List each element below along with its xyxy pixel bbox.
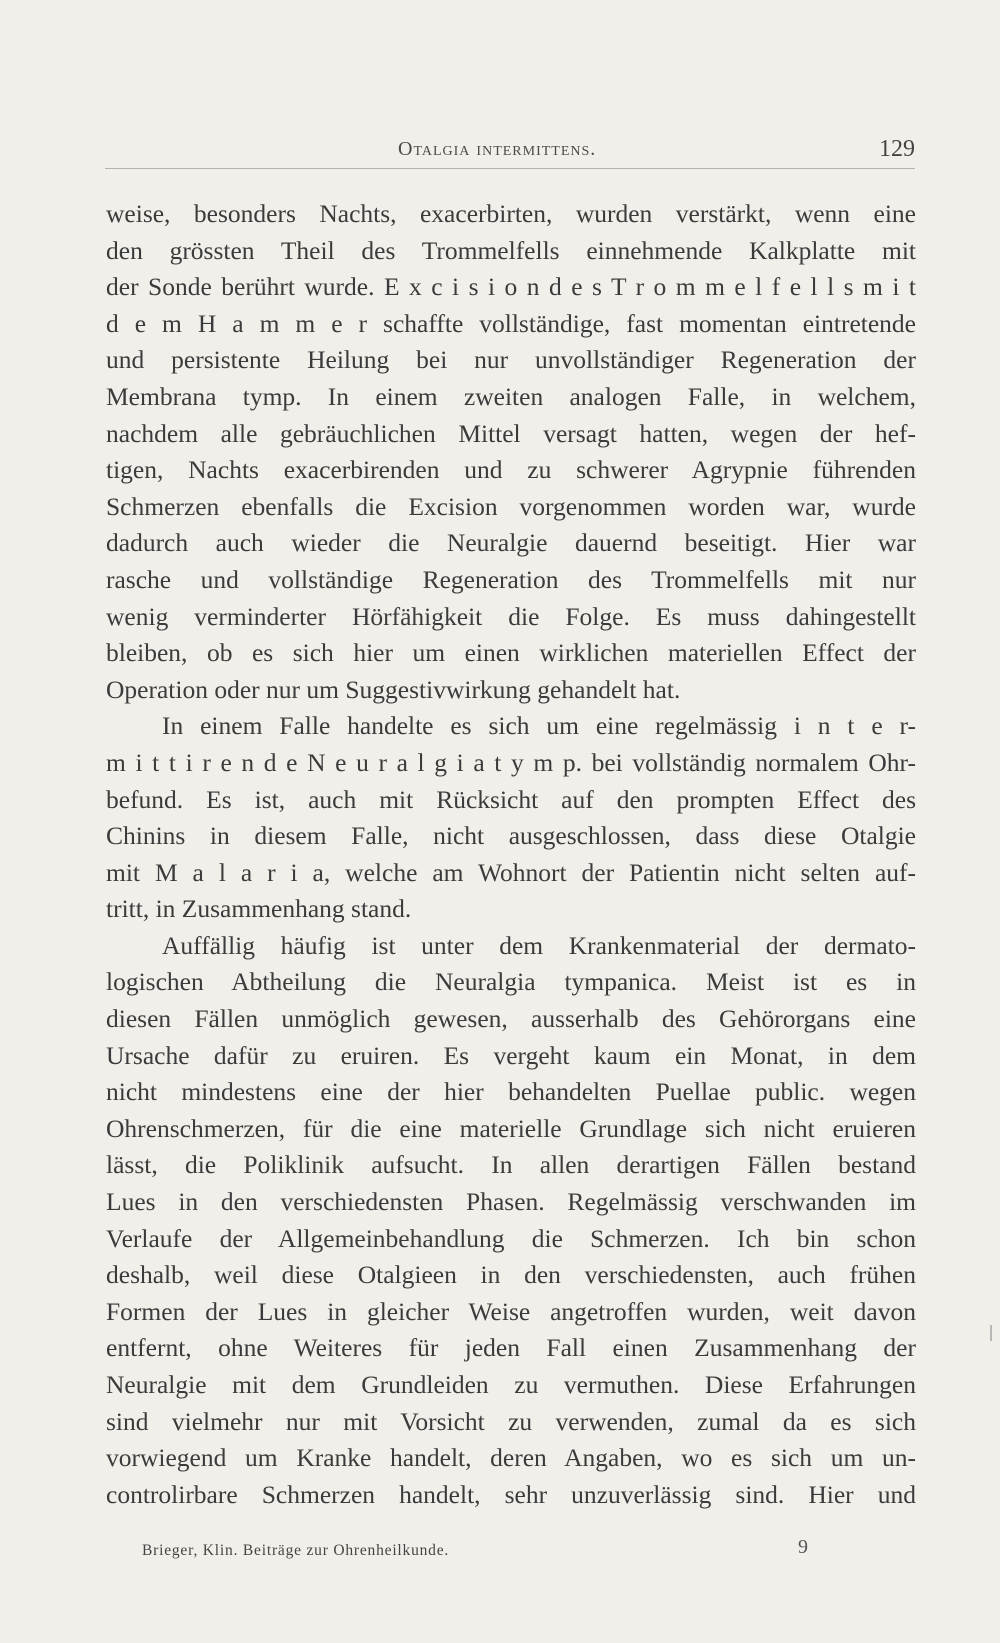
text-line: wenig verminderter Hörfähigkeit die Folge. Es muss dahingestellt bbox=[106, 601, 916, 631]
text-line: Chinins in diesem Falle, nicht ausgeschlossen, dass diese Otalgie bbox=[106, 821, 916, 851]
running-title: Otalgia intermittens. bbox=[398, 138, 597, 160]
text-line: diesen Fällen unmöglich gewesen, ausserhalb des Gehörorgans eine bbox=[106, 1004, 916, 1034]
text-line: Ursache dafür zu eruiren. Es vergeht kaum ein Monat, in dem bbox=[106, 1040, 916, 1070]
text-line: vorwiegend um Kranke handelt, deren Angaben, wo es sich um un- bbox=[106, 1443, 916, 1473]
text-line: mit M a l a r i a, welche am Wohnort der Patientin nicht selten auf- bbox=[106, 857, 916, 887]
text-line: Lues in den verschiedensten Phasen. Regelmässig verschwanden im bbox=[106, 1187, 916, 1217]
footnote-source: Brieger, Klin. Beiträge zur Ohrenheilkunde. bbox=[142, 1542, 450, 1559]
page-number: 129 bbox=[879, 136, 915, 162]
text-line: nicht mindestens eine der hier behandelten Puellae public. wegen bbox=[106, 1077, 916, 1107]
text-line: m i t t i r e n d e N e u r a l g i a t y m p. bei vollständig normalem Ohr- bbox=[106, 747, 916, 777]
text-line: Ohrenschmerzen, für die eine materielle Grundlage sich nicht eruieren bbox=[106, 1113, 916, 1143]
text-line: deshalb, weil diese Otalgieen in den verschiedensten, auch frühen bbox=[106, 1260, 916, 1290]
text-line: d e m H a m m e r schaffte vollständige, fast momentan eintretende bbox=[106, 308, 916, 338]
text-line: nachdem alle gebräuchlichen Mittel versagt hatten, wegen der hef- bbox=[106, 418, 916, 448]
header-rule bbox=[105, 168, 915, 169]
text-line: tritt, in Zusammenhang stand. bbox=[106, 894, 412, 924]
text-line: Neuralgie mit dem Grundleiden zu vermuthen. Diese Erfahrungen bbox=[106, 1370, 916, 1399]
text-line: den grössten Theil des Trommelfells einnehmende Kalkplatte mit bbox=[106, 235, 916, 265]
text-line: Membrana tymp. In einem zweiten analogen Falle, in welchem, bbox=[106, 381, 916, 411]
text-line: Verlaufe der Allgemeinbehandlung die Schmerzen. Ich bin schon bbox=[106, 1223, 916, 1253]
text-line: Operation oder nur um Suggestivwirkung gehandelt hat. bbox=[106, 674, 681, 704]
text-line: logischen Abtheilung die Neuralgia tympanica. Meist ist es in bbox=[106, 967, 916, 997]
margin-mark bbox=[990, 1325, 992, 1341]
running-head bbox=[105, 138, 915, 168]
text-line: controlirbare Schmerzen handelt, sehr unzuverlässig sind. Hier und bbox=[106, 1479, 916, 1509]
body-text bbox=[106, 196, 916, 1513]
text-line: sind vielmehr nur mit Vorsicht zu verwenden, zumal da es sich bbox=[106, 1406, 916, 1436]
text-line: dadurch auch wieder die Neuralgie dauernd beseitigt. Hier war bbox=[106, 528, 916, 558]
text-line: rasche und vollständige Regeneration des Trommelfells mit nur bbox=[106, 564, 916, 594]
text-line: entfernt, ohne Weiteres für jeden Fall einen Zusammenhang der bbox=[106, 1333, 916, 1363]
text-line: tigen, Nachts exacerbirenden und zu schwerer Agrypnie führenden bbox=[106, 455, 916, 485]
text-line: In einem Falle handelte es sich um eine regelmässig i n t e r- bbox=[162, 711, 916, 741]
text-line: Formen der Lues in gleicher Weise angetroffen wurden, weit davon bbox=[106, 1296, 916, 1326]
text-line: Schmerzen ebenfalls die Excision vorgenommen worden war, wurde bbox=[106, 491, 916, 521]
text-line: lässt, die Poliklinik aufsucht. In allen derartigen Fällen bestand bbox=[106, 1150, 916, 1180]
text-line: und persistente Heilung bei nur unvollständiger Regeneration der bbox=[106, 345, 916, 375]
text-line: Auffällig häufig ist unter dem Krankenmaterial der dermato- bbox=[162, 930, 916, 960]
printer-signature: 9 bbox=[798, 1536, 808, 1558]
page-footer bbox=[142, 1538, 912, 1568]
text-line: weise, besonders Nachts, exacerbirten, wurden verstärkt, wenn eine bbox=[106, 199, 916, 228]
text-line: der Sonde berührt wurde. E x c i s i o n d e s T r o m m e l f e l l s m i t bbox=[106, 272, 916, 302]
text-line: befund. Es ist, auch mit Rücksicht auf den prompten Effect des bbox=[106, 784, 916, 814]
text-line: bleiben, ob es sich hier um einen wirklichen materiellen Effect der bbox=[106, 638, 916, 668]
